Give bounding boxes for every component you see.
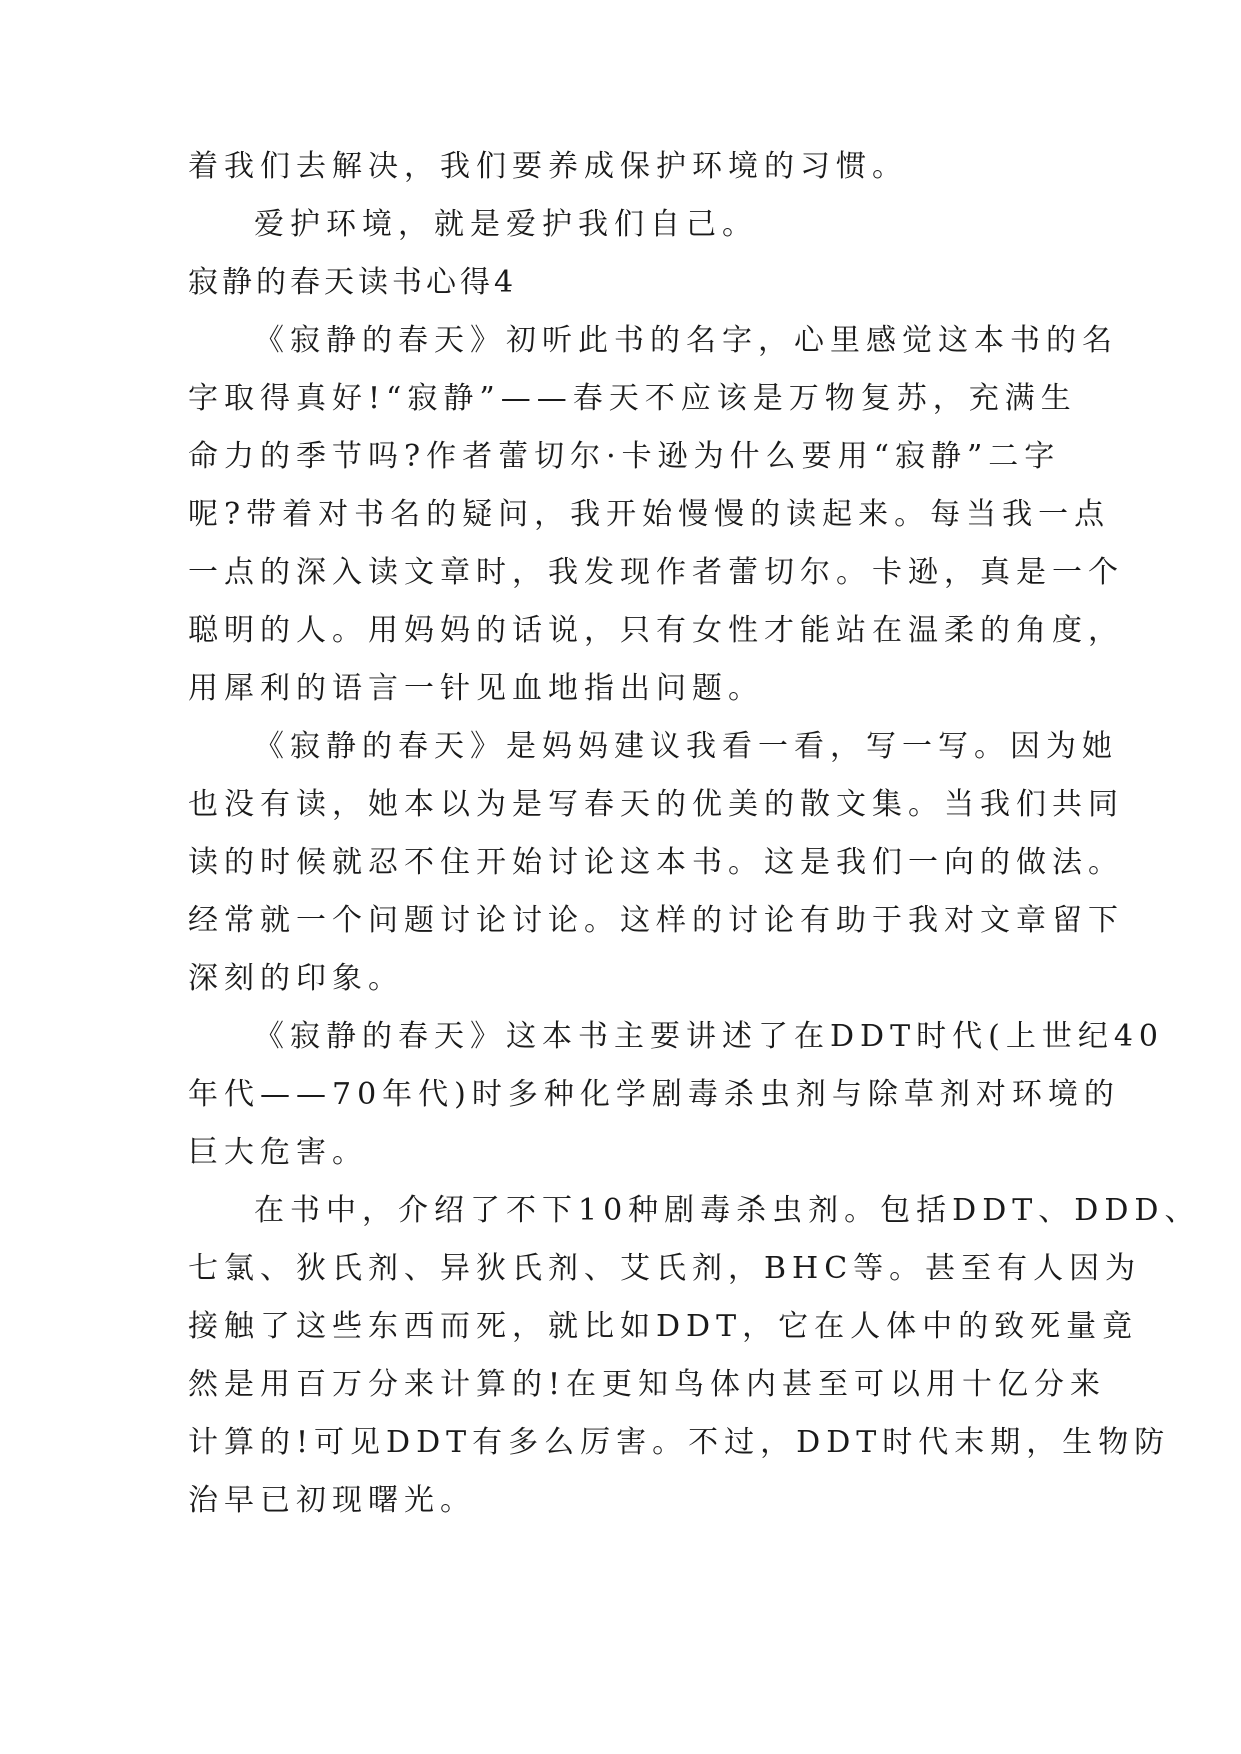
text-line: 一点的深入读文章时，我发现作者蕾切尔。卡逊，真是一个 xyxy=(188,555,1124,590)
intro-paragraph xyxy=(188,196,1068,254)
text-line: 用犀利的语言一针见血地指出问题。 xyxy=(188,671,764,706)
paragraph-1 xyxy=(188,312,1124,718)
text-line: 经常就一个问题讨论讨论。这样的讨论有助于我对文章留下 xyxy=(188,903,1124,938)
paragraph-4 xyxy=(188,1182,1201,1530)
text-line: 深刻的印象。 xyxy=(188,961,404,996)
continuation-paragraph xyxy=(188,138,1068,196)
text-line: 接触了这些东西而死，就比如DDT，它在人体中的致死量竟 xyxy=(188,1309,1139,1344)
text-line: 《寂静的春天》初听此书的名字，心里感觉这本书的名 xyxy=(254,323,1118,358)
paragraph-2 xyxy=(188,718,1124,1008)
text-line: 聪明的人。用妈妈的话说，只有女性才能站在温柔的角度， xyxy=(188,613,1124,648)
text-line: 然是用百万分来计算的!在更知鸟体内甚至可以用十亿分来 xyxy=(188,1367,1107,1402)
text-line: 《寂静的春天》这本书主要讲述了在DDT时代(上世纪40 xyxy=(254,1019,1164,1054)
section-title-text: 寂静的春天读书心得4 xyxy=(188,265,518,300)
text-line: 在书中，介绍了不下10种剧毒杀虫剂。包括DDT、DDD、 xyxy=(254,1193,1201,1228)
section-title xyxy=(188,254,1068,312)
text-line: 呢?带着对书名的疑问，我开始慢慢的读起来。每当我一点 xyxy=(188,497,1111,532)
text-line: 字取得真好!“寂静”——春天不应该是万物复苏，充满生 xyxy=(188,381,1077,416)
text-line: 爱护环境，就是爱护我们自己。 xyxy=(254,207,758,242)
text-line: 也没有读，她本以为是写春天的优美的散文集。当我们共同 xyxy=(188,787,1124,822)
paragraph-3 xyxy=(188,1008,1164,1182)
text-line: 巨大危害。 xyxy=(188,1135,368,1170)
text-line: 七氯、狄氏剂、异狄氏剂、艾氏剂，BHC等。甚至有人因为 xyxy=(188,1251,1142,1286)
text-line: 读的时候就忍不住开始讨论这本书。这是我们一向的做法。 xyxy=(188,845,1124,880)
text-line: 命力的季节吗?作者蕾切尔·卡逊为什么要用“寂静”二字 xyxy=(188,439,1061,474)
text-line: 着我们去解决，我们要养成保护环境的习惯。 xyxy=(188,149,908,184)
text-line: 计算的!可见DDT有多么厉害。不过，DDT时代末期，生物防 xyxy=(188,1425,1171,1460)
text-line: 《寂静的春天》是妈妈建议我看一看，写一写。因为她 xyxy=(254,729,1118,764)
text-line: 治早已初现曙光。 xyxy=(188,1483,476,1518)
text-line: 年代——70年代)时多种化学剧毒杀虫剂与除草剂对环境的 xyxy=(188,1077,1120,1112)
